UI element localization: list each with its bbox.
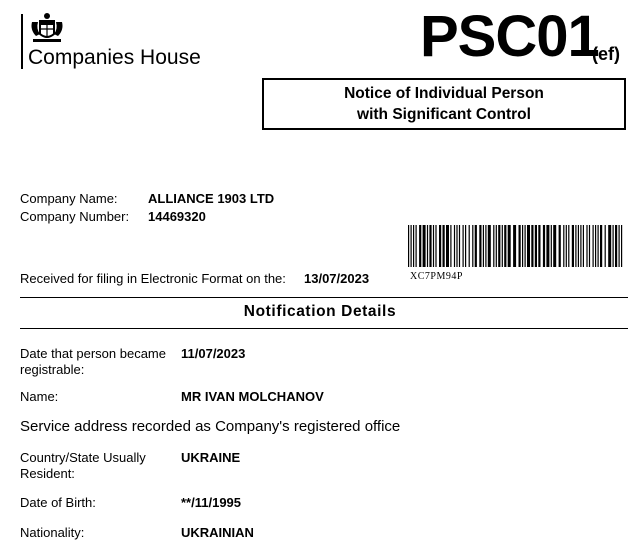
barcode-bar xyxy=(439,225,441,267)
barcode-bar xyxy=(446,225,449,267)
organisation-name: Companies House xyxy=(28,46,201,69)
barcode-bar xyxy=(463,225,464,267)
barcode-bar xyxy=(483,225,484,267)
section-rule-top xyxy=(20,297,628,298)
barcode-bar xyxy=(498,225,500,267)
barcode-bar xyxy=(615,225,617,267)
barcode-bar xyxy=(513,225,516,267)
barcode-bar xyxy=(525,225,526,267)
barcode-bar xyxy=(411,225,412,267)
section-rule-bottom xyxy=(20,328,628,329)
barcode-bar xyxy=(443,225,445,267)
barcode-bar xyxy=(429,225,431,267)
barcode-bar xyxy=(535,225,537,267)
barcode-bar xyxy=(413,225,414,267)
barcode-bar xyxy=(586,225,587,267)
residence-value: UKRAINE xyxy=(181,450,241,465)
barcode-bar xyxy=(419,225,421,267)
barcode-bar xyxy=(598,225,599,267)
barcode-bar xyxy=(619,225,620,267)
barcode-bar xyxy=(427,225,428,267)
form-title-box xyxy=(262,78,626,130)
barcode-bar xyxy=(580,225,581,267)
barcode-bar xyxy=(543,225,545,267)
company-name-value: ALLIANCE 1903 LTD xyxy=(148,191,275,206)
residence-label xyxy=(20,450,146,482)
barcode xyxy=(408,225,626,267)
person-name-value: MR IVAN MOLCHANOV xyxy=(181,389,324,404)
logo-divider xyxy=(21,14,23,69)
barcode-bar xyxy=(608,225,611,267)
company-name-label: Company Name: xyxy=(20,191,118,206)
barcode-bar xyxy=(583,225,584,267)
barcode-bar xyxy=(465,225,466,267)
barcode-bar xyxy=(566,225,567,267)
barcode-bar xyxy=(572,225,574,267)
barcode-bar xyxy=(433,225,434,267)
barcode-bar xyxy=(450,225,451,267)
barcode-bar xyxy=(578,225,579,267)
barcode-bar xyxy=(408,225,409,267)
form-title-line-2: with Significant Control xyxy=(357,106,531,123)
barcode-bar xyxy=(423,225,426,267)
barcode-bar xyxy=(435,225,436,267)
company-number-value: 14469320 xyxy=(148,209,206,224)
nationality-value: UKRAINIAN xyxy=(181,525,254,540)
barcode-bar xyxy=(600,225,602,267)
barcode-text: XC7PM94P xyxy=(410,271,463,282)
registrable-date-label xyxy=(20,346,166,378)
barcode-bar xyxy=(472,225,473,267)
form-title-line-1: Notice of Individual Person xyxy=(344,85,544,102)
barcode-bar xyxy=(454,225,455,267)
barcode-bar xyxy=(519,225,521,267)
barcode-bar xyxy=(502,225,503,267)
barcode-bar xyxy=(485,225,486,267)
barcode-bar xyxy=(546,225,549,267)
barcode-bar xyxy=(475,225,477,267)
barcode-bar xyxy=(527,225,530,267)
barcode-bar xyxy=(493,225,494,267)
barcode-bar xyxy=(456,225,457,267)
barcode-bar xyxy=(551,225,552,267)
barcode-bar xyxy=(538,225,540,267)
barcode-bar xyxy=(469,225,470,267)
received-label: Received for filing in Electronic Format on the: xyxy=(20,271,286,286)
received-value: 13/07/2023 xyxy=(304,271,370,286)
form-suffix: (ef) xyxy=(592,44,620,64)
dob-label: Date of Birth: xyxy=(20,495,96,510)
service-address-note: Service address recorded as Company's registered office xyxy=(20,418,401,435)
barcode-bar xyxy=(605,225,606,267)
registrable-date-label-line-1: Date that person became xyxy=(20,346,166,361)
residence-label-line-1: Country/State Usually xyxy=(20,450,146,465)
barcode-bar xyxy=(459,225,460,267)
barcode-bar xyxy=(575,225,576,267)
form-code: PSC01 xyxy=(420,4,599,69)
barcode-bar xyxy=(621,225,622,267)
barcode-bar xyxy=(568,225,569,267)
barcode-bar xyxy=(522,225,523,267)
company-number-label: Company Number: xyxy=(20,209,130,224)
registrable-date-label-line-2: registrable: xyxy=(20,362,85,377)
residence-label-line-2: Resident: xyxy=(20,466,75,481)
dob-value: **/11/1995 xyxy=(181,495,242,510)
barcode-bar xyxy=(496,225,497,267)
royal-crest-icon xyxy=(29,12,65,44)
nationality-label: Nationality: xyxy=(20,525,85,540)
person-name-label: Name: xyxy=(20,389,59,404)
barcode-bar xyxy=(559,225,561,267)
barcode-bar xyxy=(553,225,556,267)
barcode-bar xyxy=(479,225,481,267)
barcode-bar xyxy=(593,225,594,267)
barcode-bar xyxy=(563,225,564,267)
barcode-bar xyxy=(595,225,596,267)
barcode-bar xyxy=(531,225,533,267)
registrable-date-value: 11/07/2023 xyxy=(181,346,246,361)
barcode-bar xyxy=(589,225,590,267)
barcode-bar xyxy=(416,225,417,267)
section-title: Notification Details xyxy=(243,303,397,320)
barcode-bar xyxy=(508,225,511,267)
barcode-bar xyxy=(613,225,614,267)
barcode-bar xyxy=(488,225,491,267)
barcode-bar xyxy=(504,225,506,267)
